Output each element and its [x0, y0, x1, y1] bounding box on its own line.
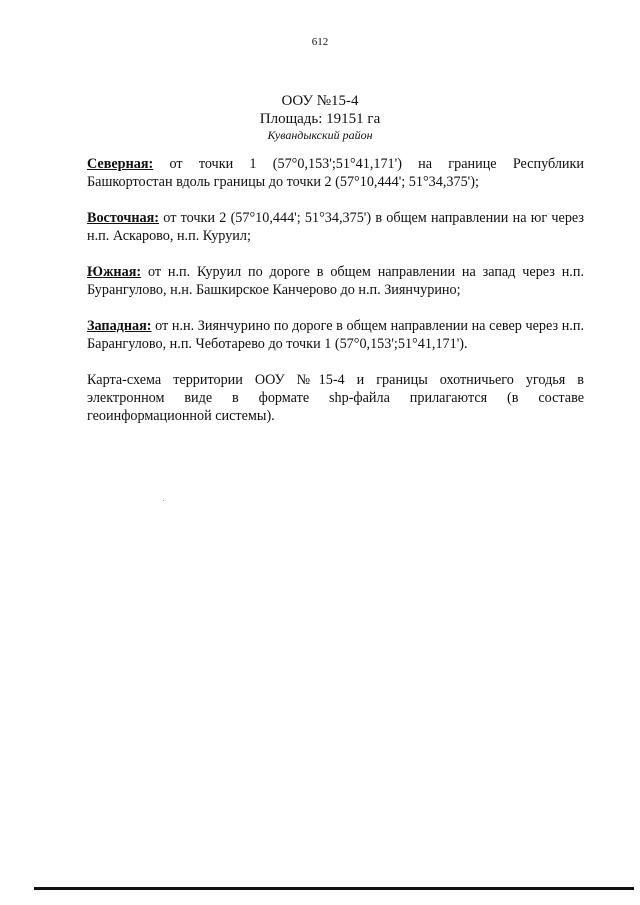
- document-body: [87, 155, 584, 439]
- district-name: Кувандыкский район: [267, 128, 373, 142]
- page-number: 612: [311, 36, 329, 48]
- map-note: Карта-схема территории ООУ №15-4 и границы охотничьего угодья в электронном виде в формате shp-файла прилагаются (в составе геоинформационной системы).: [87, 372, 584, 424]
- boundary-south-label: Южная:: [87, 264, 142, 280]
- boundary-north: [87, 155, 584, 191]
- boundary-east-label: Восточная:: [87, 210, 160, 226]
- boundary-south-text: от н.п. Куруил по дороге в общем направлении на запад через н.п. Бурангулово, н.н. Башкирское Канчерово до н.п. Зиянчурино;: [87, 264, 584, 298]
- boundary-east-text: от точки 2 (57°10,444'; 51°34,375') в общем направлении на юг через н.п. Аскарово, н.п. Куруил;: [87, 210, 584, 244]
- boundary-east: [87, 209, 584, 245]
- boundary-north-label: Северная:: [87, 156, 154, 172]
- boundary-west-text: от н.н. Зиянчурино по дороге в общем направлении на север через н.п. Барангулово, н.п. Чеботарево до точки 1 (57°0,153';51°41,171').: [87, 318, 584, 352]
- boundary-south: [87, 263, 584, 299]
- document-header: [0, 92, 640, 143]
- bottom-rule: [34, 887, 634, 890]
- boundary-north-text: от точки 1 (57°0,153';51°41,171') на границе Республики Башкортостан вдоль границы до точки 2 (57°10,444'; 51°34,375');: [87, 156, 584, 190]
- boundary-west-label: Западная:: [87, 318, 152, 334]
- boundary-west: [87, 317, 584, 353]
- area-line: Площадь: 19151 га: [259, 111, 381, 127]
- scan-speck: [163, 500, 164, 501]
- document-title: ООУ №15-4: [281, 93, 359, 109]
